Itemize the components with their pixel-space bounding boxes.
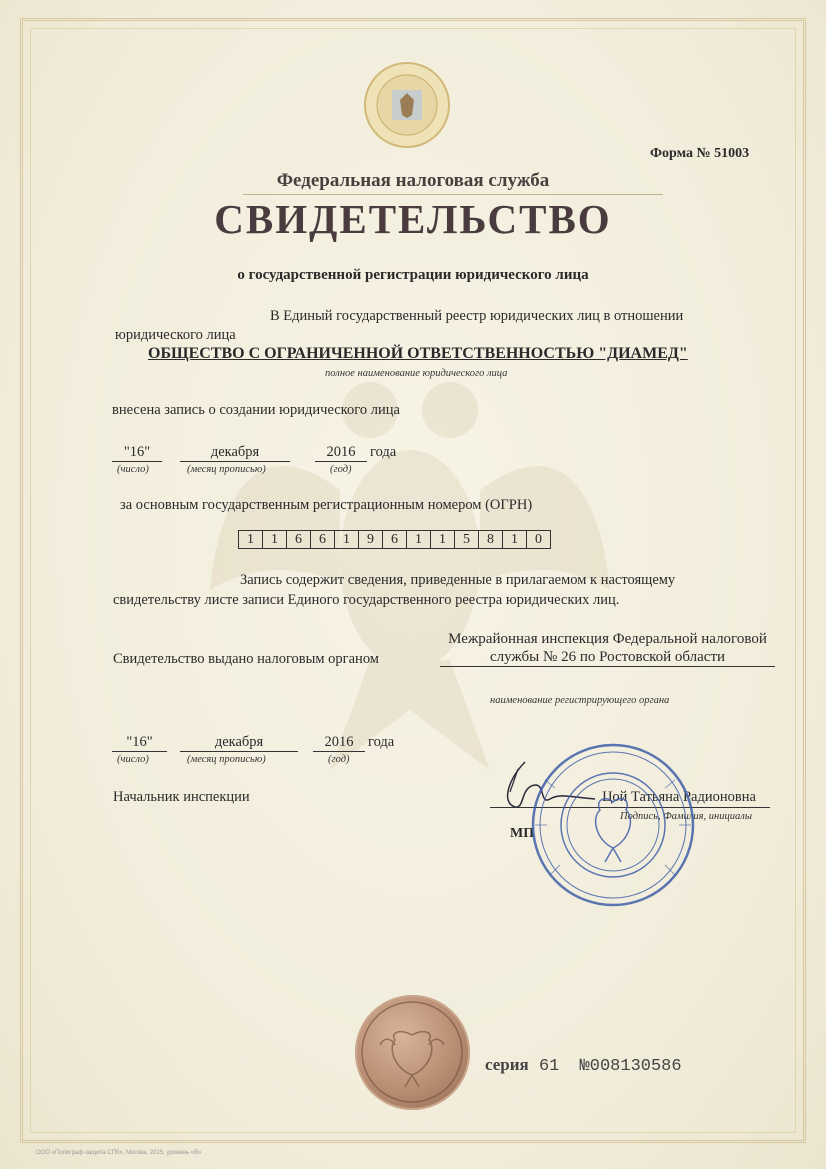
ogrn-digit: 1	[407, 531, 431, 548]
ogrn-digit: 0	[535, 532, 542, 547]
printer-info: ООО «Полиграф-защита СПб», Москва, 2015, уровень «В»	[36, 1150, 202, 1156]
ogrn-digit: 1	[431, 531, 455, 548]
date2-day: "16"	[112, 734, 167, 752]
ogrn-digit: 5	[455, 531, 479, 548]
date2-year: 2016	[313, 734, 365, 752]
eagle-seal-icon	[355, 995, 470, 1110]
date2-month-note: (месяц прописью)	[187, 754, 266, 765]
official-stamp-icon	[505, 740, 715, 910]
ogrn-digit: 6	[311, 531, 335, 548]
date2-year-word: года	[368, 734, 395, 750]
contains-line-1: Запись содержит сведения, приведенные в прилагаемом к настоящему	[240, 572, 676, 588]
date1-year-word: года	[370, 444, 397, 460]
issued-by-label: Свидетельство выдано налоговым органом	[113, 651, 379, 667]
ogrn-digit: 6	[287, 531, 311, 548]
signer-note: Подпись, Фамилия, инициалы	[620, 811, 752, 822]
ogrn-boxes	[238, 530, 551, 549]
agency-name: Федеральная налоговая служба	[276, 170, 550, 191]
mp-label: МП	[510, 826, 535, 841]
series-value: 61	[538, 1057, 560, 1076]
page-title: СВИДЕТЕЛЬСТВО	[214, 196, 612, 242]
date1-month: декабря	[180, 444, 290, 462]
date2-month: декабря	[180, 734, 298, 752]
contains-line-2: свидетельству листе записи Единого государственного реестра юридических лиц.	[113, 592, 620, 608]
emblem-icon	[362, 60, 452, 150]
signer-name: Цой Татьяна Радионовна	[602, 789, 756, 805]
record-text: внесена запись о создании юридического лица	[112, 402, 400, 418]
ogrn-digit: 1	[239, 531, 263, 548]
company-note: полное наименование юридического лица	[325, 368, 508, 379]
form-number: Форма № 51003	[650, 146, 750, 161]
ogrn-digit: 8	[479, 531, 503, 548]
series-label: серия	[485, 1055, 529, 1074]
page-subtitle: о государственной регистрации юридического лица	[237, 267, 589, 283]
intro-line-2: юридического лица	[115, 327, 236, 343]
date1-day-note: (число)	[117, 464, 149, 475]
ogrn-digit: 9	[359, 531, 383, 548]
organ-note: наименование регистрирующего органа	[490, 695, 670, 706]
intro-line-1: В Единый государственный реестр юридических лиц в отношении	[270, 308, 684, 324]
date2-year-note: (год)	[328, 754, 350, 765]
ogrn-digit: 6	[383, 531, 407, 548]
date2-day-note: (число)	[117, 754, 149, 765]
position-label: Начальник инспекции	[113, 789, 250, 805]
company-name: ОБЩЕСТВО С ОГРАНИЧЕННОЙ ОТВЕТСТВЕННОСТЬЮ "ДИАМЕД"	[148, 345, 688, 362]
organ-name: Межрайонная инспекция Федеральной налоговой службы № 26 по Ростовской области	[440, 630, 775, 667]
date1-day: "16"	[112, 444, 162, 462]
date1-year-note: (год)	[330, 464, 352, 475]
series-number	[485, 1055, 682, 1076]
certificate-number: №008130586	[579, 1057, 682, 1076]
ogrn-digit: 1	[503, 531, 527, 548]
ogrn-digit: 1	[263, 531, 287, 548]
date1-year: 2016	[315, 444, 367, 462]
eagle-watermark-icon	[200, 330, 620, 790]
date1-month-note: (месяц прописью)	[187, 464, 266, 475]
hologram-seal	[355, 995, 470, 1110]
ogrn-digit: 1	[335, 531, 359, 548]
ogrn-label: за основным государственным регистрационным номером (ОГРН)	[120, 497, 533, 513]
